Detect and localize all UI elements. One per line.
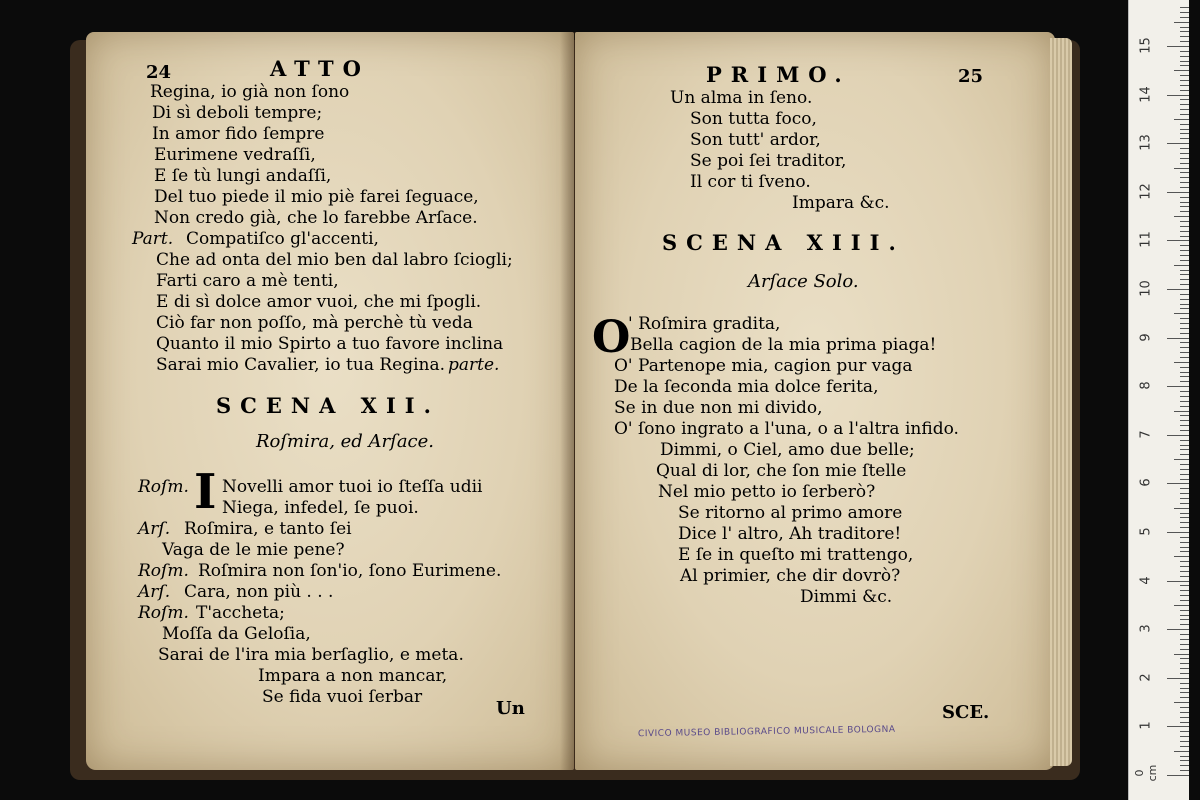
ruler-tick [1180, 658, 1189, 659]
page-edges [1050, 38, 1072, 766]
ruler-tick [1180, 585, 1189, 586]
ruler-tick [1167, 775, 1189, 776]
verse-line: Roſmira, e tanto ſei [184, 519, 352, 539]
ruler-tick [1180, 270, 1189, 271]
verse-line: Quanto il mio Spirto a tuo favore inclina [156, 334, 504, 354]
ruler-tick [1180, 211, 1189, 212]
ruler-number: 9 [1138, 332, 1154, 342]
ruler-tick [1167, 581, 1189, 582]
ruler-tick [1180, 697, 1189, 698]
ruler-tick [1180, 590, 1189, 591]
ruler-tick [1180, 148, 1189, 149]
ruler-tick [1180, 493, 1189, 494]
verse-line: Farti caro a mè tenti, [156, 271, 339, 291]
ruler-tick [1180, 425, 1189, 426]
ruler-tick [1180, 566, 1189, 567]
ruler-tick [1180, 765, 1189, 766]
ruler-tick [1180, 255, 1189, 256]
ruler-tick [1180, 513, 1189, 514]
ruler-tick [1180, 547, 1189, 548]
verse-line: ' Roſmira gradita, [628, 314, 781, 334]
ruler-tick [1180, 717, 1189, 718]
ruler-tick [1180, 124, 1189, 125]
verse-line: Un alma in ſeno. [670, 88, 813, 108]
ruler-tick [1180, 668, 1189, 669]
ruler-tick [1180, 12, 1189, 13]
ruler-tick [1180, 683, 1189, 684]
ruler-tick [1180, 187, 1189, 188]
ruler-tick [1180, 56, 1189, 57]
ruler-tick [1167, 726, 1189, 727]
ruler-tick [1180, 722, 1189, 723]
verse-line: T'accheta; [196, 603, 285, 623]
ruler-tick [1180, 760, 1189, 761]
ruler-tick [1180, 274, 1189, 275]
speaker-label: Roſm. [138, 477, 189, 497]
ruler-tick [1180, 109, 1189, 110]
ruler-tick [1167, 338, 1189, 339]
ruler-tick [1180, 634, 1189, 635]
ruler-number: 8 [1138, 381, 1154, 390]
scene-characters: Arſace Solo. [748, 271, 859, 292]
right-page-number: 25 [958, 66, 984, 87]
verse-line: Roſmira non ſon'io, ſono Eurimene. [198, 561, 502, 581]
verse-line: Se poi ſei traditor, [690, 151, 847, 171]
ruler-tick [1180, 440, 1189, 441]
verse-line: O' ſono ingrato a l'una, o a l'altra infido. [614, 419, 959, 439]
ruler-tick [1180, 299, 1189, 300]
verse-line: Sarai mio Cavalier, io tua Regina. [156, 355, 446, 375]
ruler-number: 1 [1138, 721, 1154, 731]
verse-line: Non credo già, che lo farebbe Arſace. [154, 208, 478, 228]
ruler-tick [1180, 712, 1189, 713]
left-page-number: 24 [146, 62, 172, 83]
ruler-number: 6 [1138, 478, 1154, 488]
ruler-tick [1180, 304, 1189, 305]
ruler-tick [1180, 527, 1189, 528]
ruler-tick [1174, 508, 1189, 509]
ruler-tick [1180, 231, 1189, 232]
ruler-tick [1167, 192, 1189, 193]
verse-line: Cara, non più . . . [184, 582, 334, 602]
verse-line: Niega, infedel, ſe puoi. [222, 498, 419, 518]
ruler-number: 10 [1138, 280, 1154, 297]
ruler-tick [1180, 308, 1189, 309]
ruler-tick [1180, 177, 1189, 178]
ruler-tick [1180, 129, 1189, 130]
verse-line: In amor fido ſempre [152, 124, 325, 144]
ruler-tick [1180, 503, 1189, 504]
ruler-tick [1174, 216, 1189, 217]
ruler-tick [1174, 702, 1189, 703]
verse-line: Dimmi &c. [800, 587, 893, 607]
verse-line: Vaga de le mie pene? [162, 540, 345, 560]
ruler-tick [1180, 595, 1189, 596]
ruler-tick [1180, 741, 1189, 742]
ruler-tick [1174, 751, 1189, 752]
ruler-tick [1180, 736, 1189, 737]
ruler-tick [1167, 483, 1189, 484]
ruler-tick [1174, 411, 1189, 412]
ruler-tick [1180, 206, 1189, 207]
ruler-tick [1180, 17, 1189, 18]
ruler-tick [1180, 133, 1189, 134]
ruler-tick [1180, 323, 1189, 324]
ruler-number: 4 [1138, 575, 1154, 585]
ruler-number: 3 [1138, 624, 1154, 633]
ruler-tick [1174, 654, 1189, 655]
ruler-tick [1180, 376, 1189, 377]
verse-line: Del tuo piede il mio piè farei ſeguace, [154, 187, 479, 207]
ruler-tick [1180, 644, 1189, 645]
scene-characters: Roſmira, ed Arſace. [256, 431, 435, 452]
ruler-tick [1180, 31, 1189, 32]
ruler-tick [1180, 342, 1189, 343]
ruler-tick [1180, 284, 1189, 285]
ruler-tick [1180, 474, 1189, 475]
ruler-unit-label: 0 cm [1133, 764, 1159, 782]
ruler-tick [1167, 629, 1189, 630]
ruler-tick [1180, 138, 1189, 139]
speaker-label: Roſm. [138, 603, 189, 623]
ruler-tick [1180, 80, 1189, 81]
scene-heading: SCENA XII. [216, 393, 440, 418]
ruler-tick [1174, 119, 1189, 120]
measurement-ruler [1128, 0, 1189, 800]
ruler-tick [1180, 464, 1189, 465]
ruler-tick [1174, 168, 1189, 169]
ruler-number: 11 [1138, 231, 1154, 249]
ruler-tick [1167, 289, 1189, 290]
verse-line: Nel mio petto io ſerberò? [658, 482, 876, 502]
stage-direction: parte. [448, 355, 500, 375]
ruler-tick [1180, 367, 1189, 368]
speaker-label: Roſm. [138, 561, 189, 581]
ruler-tick [1180, 610, 1189, 611]
ruler-number: 7 [1138, 430, 1154, 439]
ruler-tick [1167, 240, 1189, 241]
catchword: SCE. [942, 702, 990, 723]
ruler-number: 13 [1138, 134, 1154, 151]
ruler-number: 2 [1138, 673, 1154, 682]
verse-line: Qual di lor, che ſon mie ſtelle [656, 461, 907, 481]
verse-line: Regina, io già non ſono [150, 82, 350, 102]
ruler-tick [1180, 27, 1189, 28]
ruler-tick [1180, 153, 1189, 154]
ruler-tick [1180, 318, 1189, 319]
ruler-tick [1180, 75, 1189, 76]
verse-line: Dice l' altro, Ah traditore! [678, 524, 902, 544]
verse-line: Eurimene vedraſſi, [154, 145, 316, 165]
right-running-header: PRIMO. [706, 62, 851, 87]
verse-line: Impara &c. [792, 193, 890, 213]
ruler-tick [1180, 85, 1189, 86]
ruler-tick [1180, 537, 1189, 538]
ruler-tick [1180, 221, 1189, 222]
ruler-tick [1180, 65, 1189, 66]
ruler-tick [1180, 600, 1189, 601]
ruler-tick [1180, 615, 1189, 616]
ruler-tick [1180, 673, 1189, 674]
verse-line: Che ad onta del mio ben dal labro ſciogli; [156, 250, 513, 270]
ruler-tick [1180, 415, 1189, 416]
ruler-tick [1180, 649, 1189, 650]
ruler-tick [1180, 197, 1189, 198]
ruler-tick [1174, 265, 1189, 266]
verse-line: Se fida vuoi ſerbar [262, 687, 423, 707]
ruler-tick [1180, 401, 1189, 402]
ruler-tick [1167, 386, 1189, 387]
ruler-tick [1180, 328, 1189, 329]
ruler-tick [1167, 95, 1189, 96]
ruler-number: 14 [1138, 85, 1154, 103]
ruler-tick [1180, 770, 1189, 771]
ruler-tick [1180, 396, 1189, 397]
ruler-number: 12 [1138, 183, 1154, 200]
scene-heading: SCENA XIII. [662, 230, 905, 255]
ruler-tick [1180, 551, 1189, 552]
ruler-tick [1180, 576, 1189, 577]
ruler-tick [1180, 90, 1189, 91]
ruler-tick [1167, 678, 1189, 679]
ruler-tick [1167, 143, 1189, 144]
ruler-tick [1180, 381, 1189, 382]
verse-line: E di sì dolce amor vuoi, che mi ſpogli. [156, 292, 482, 312]
ruler-tick [1180, 406, 1189, 407]
ruler-tick [1180, 430, 1189, 431]
ruler-tick [1180, 352, 1189, 353]
ruler-tick [1174, 459, 1189, 460]
ruler-tick [1180, 571, 1189, 572]
ruler-tick [1180, 99, 1189, 100]
ruler-tick [1180, 294, 1189, 295]
ruler-tick [1180, 619, 1189, 620]
ruler-tick [1180, 61, 1189, 62]
speaker-label: Part. [132, 229, 174, 249]
verse-line: Compatiſco gl'accenti, [186, 229, 379, 249]
ruler-tick [1180, 347, 1189, 348]
verse-line: Son tutta foco, [690, 109, 817, 129]
ruler-tick [1180, 663, 1189, 664]
ruler-tick [1174, 313, 1189, 314]
ruler-tick [1180, 488, 1189, 489]
ruler-tick [1180, 756, 1189, 757]
ruler-tick [1180, 445, 1189, 446]
ruler-tick [1174, 605, 1189, 606]
ruler-tick [1174, 362, 1189, 363]
ruler-tick [1180, 561, 1189, 562]
ruler-tick [1180, 498, 1189, 499]
ruler-tick [1180, 182, 1189, 183]
ruler-tick [1174, 22, 1189, 23]
ruler-tick [1180, 517, 1189, 518]
ruler-tick [1167, 46, 1189, 47]
verse-line: Moſſa da Geloſia, [162, 624, 311, 644]
ruler-tick [1180, 479, 1189, 480]
verse-line: Dimmi, o Ciel, amo due belle; [660, 440, 915, 460]
ruler-tick [1180, 449, 1189, 450]
ruler-tick [1180, 104, 1189, 105]
verse-line: E ſe in queſto mi trattengo, [678, 545, 914, 565]
verse-line: Bella cagion de la mia prima piaga! [630, 335, 937, 355]
ruler-tick [1180, 202, 1189, 203]
verse-line: Impara a non mancar, [258, 666, 448, 686]
library-stamp: CIVICO MUSEO BIBLIOGRAFICO MUSICALE BOLOGNA [637, 724, 896, 740]
ruler-tick [1180, 163, 1189, 164]
ruler-tick [1180, 542, 1189, 543]
verse-line: Se ritorno al primo amore [678, 503, 903, 523]
ruler-tick [1180, 707, 1189, 708]
ruler-tick [1180, 226, 1189, 227]
speaker-label: Arſ. [138, 582, 171, 602]
ruler-tick [1174, 70, 1189, 71]
ruler-tick [1180, 250, 1189, 251]
decorated-initial: O [592, 312, 631, 363]
verse-line: Sarai de l'ira mia berſaglio, e meta. [158, 645, 464, 665]
verse-line: O' Partenope mia, cagion pur vaga [614, 356, 913, 376]
verse-line: Se in due non mi divido, [614, 398, 823, 418]
ruler-tick [1174, 556, 1189, 557]
ruler-tick [1180, 260, 1189, 261]
ruler-tick [1180, 731, 1189, 732]
verse-line: Il cor ti ſveno. [690, 172, 811, 192]
ruler-tick [1180, 236, 1189, 237]
ruler-tick [1180, 51, 1189, 52]
ruler-tick [1180, 172, 1189, 173]
ruler-tick [1180, 639, 1189, 640]
ruler-tick [1180, 357, 1189, 358]
ruler-tick [1180, 469, 1189, 470]
ruler-tick [1180, 624, 1189, 625]
ruler-tick [1180, 522, 1189, 523]
ruler-tick [1180, 36, 1189, 37]
ruler-tick [1180, 454, 1189, 455]
ruler-tick [1180, 333, 1189, 334]
ruler-tick [1180, 245, 1189, 246]
ruler-number: 5 [1138, 527, 1154, 536]
ruler-tick [1180, 7, 1189, 8]
ruler-tick [1180, 692, 1189, 693]
ruler-tick [1180, 41, 1189, 42]
ruler-tick [1180, 158, 1189, 159]
verse-line: Novelli amor tuoi io ſteſſa udii [222, 477, 483, 497]
verse-line: E ſe tù lungi andaſſi, [154, 166, 332, 186]
ruler-tick [1180, 114, 1189, 115]
verse-line: Di sì deboli tempre; [152, 103, 323, 123]
verse-line: Ciò far non poſſo, mà perchè tù veda [156, 313, 473, 333]
ruler-tick [1180, 279, 1189, 280]
ruler-tick [1180, 746, 1189, 747]
speaker-label: Arſ. [138, 519, 171, 539]
ruler-tick [1180, 688, 1189, 689]
ruler-tick [1180, 372, 1189, 373]
ruler-number: 15 [1138, 37, 1154, 54]
left-running-header: ATTO [270, 56, 370, 81]
ruler-tick [1167, 532, 1189, 533]
ruler-tick [1167, 435, 1189, 436]
verse-line: Son tutt' ardor, [690, 130, 821, 150]
catchword: Un [496, 698, 525, 719]
ruler-tick [1180, 420, 1189, 421]
ruler-tick [1180, 391, 1189, 392]
verse-line: De la ſeconda mia dolce ferita, [614, 377, 879, 397]
decorated-initial: I [194, 464, 217, 520]
verse-line: Al primier, che dir dovrò? [680, 566, 901, 586]
